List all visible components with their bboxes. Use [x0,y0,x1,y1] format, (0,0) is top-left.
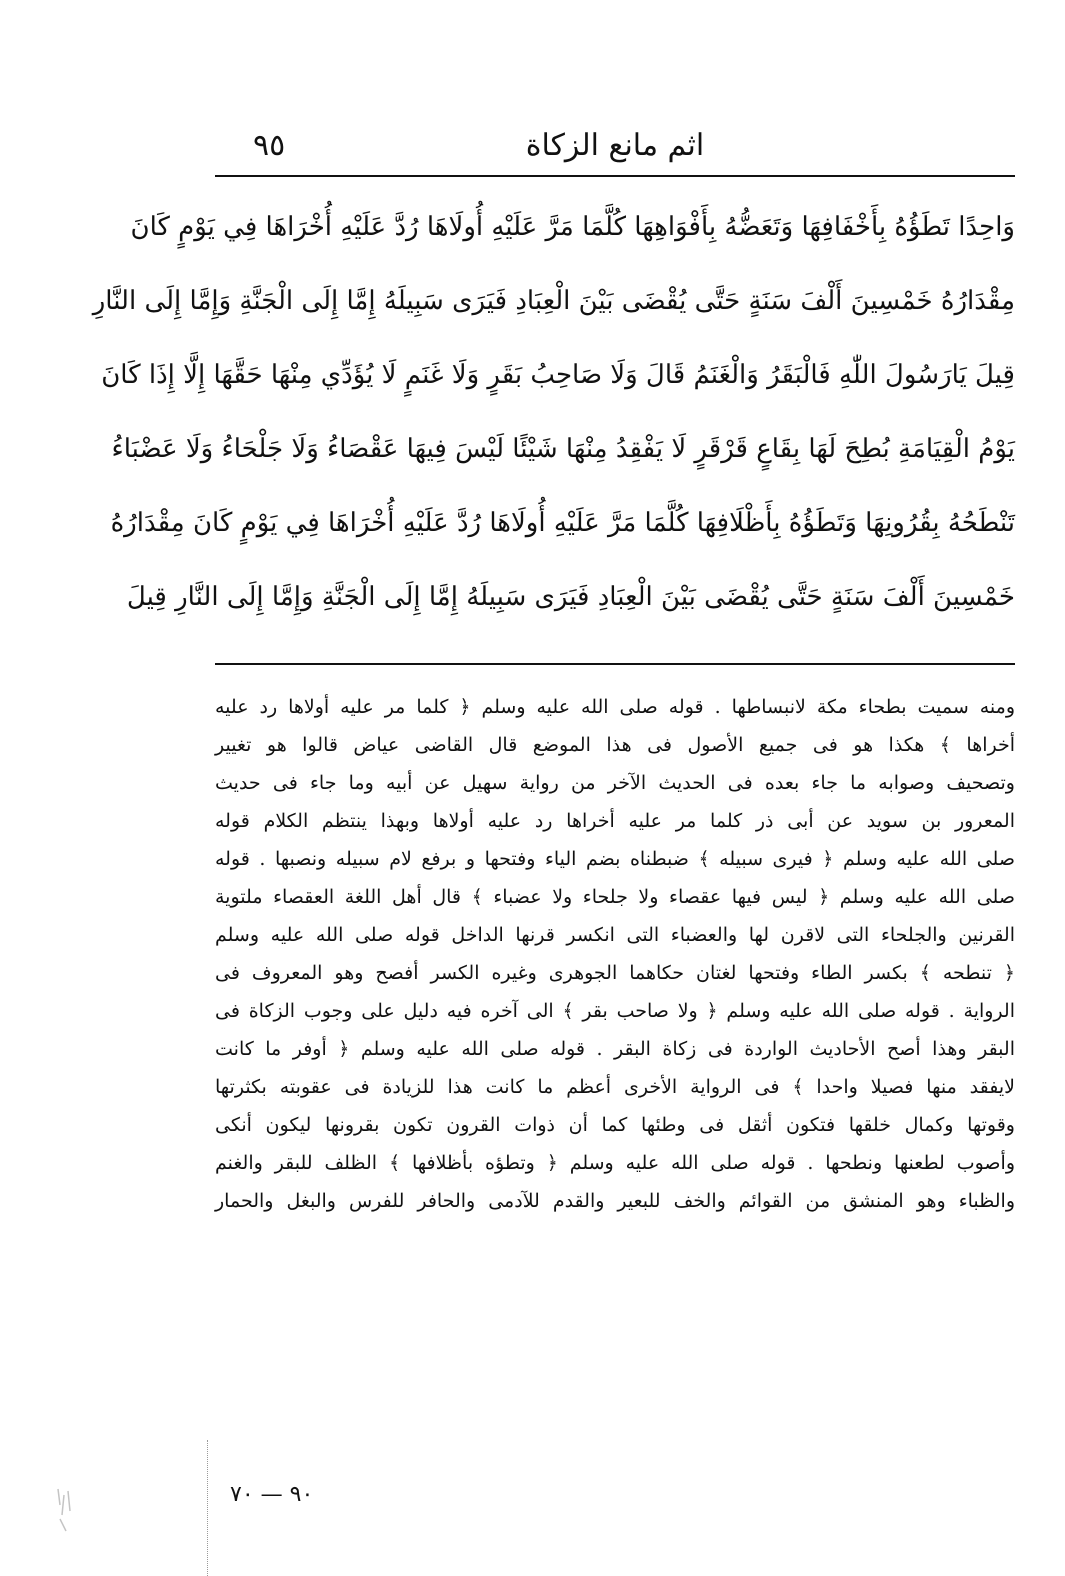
commentary-text [215,688,1015,1220]
commentary-line: ﴿ تنطحه ﴾ بكسر الطاء وفتحها لغتان حكاهما الجوهرى وغيره الكسر أفصح وهو المعروف فى [215,962,1015,984]
hadith-line: يَوْمُ الْقِيَامَةِ بُطِحَ لَهَا بِقَاعٍ قَرْقَرٍ لَا يَفْقِدُ مِنْهَا شَيْئًا لَيْسَ فِيهَا عَقْصَاءُ وَلَا جَلْحَاءُ وَلَا عَضْبَاءُ [111,434,1015,464]
commentary-line: المعرور بن سويد عن أبى ذر كلما مر عليه أخراها رد عليه أولاها وبهذا ينتظم الكلام قوله [215,810,1015,832]
commentary-line: أخراها ﴾ هكذا هو فى جميع الأصول فى هذا الموضع قال القاضى عياض قالوا هو تغيير [215,734,1015,756]
hadith-line: مِقْدَارُهُ خَمْسِينَ أَلْفَ سَنَةٍ حَتَّى يُقْضَى بَيْنَ الْعِبَادِ فَيَرَى سَبِيلَهُ إِمَّا إِلَى الْجَنَّةِ وَإِمَّا إِلَى النَّارِ [92,286,1015,316]
commentary-line: والظباء وهو المنشق من القوائم والخف للبعير والقدم للآدمى والحافر للفرس والبغل والحمار [215,1190,1015,1212]
scan-edge-line [207,1440,208,1576]
commentary-line: البقر وهذا أصح الأحاديث الواردة فى زكاة البقر . قوله صلى الله عليه وسلم ﴿ أوفر ما كانت [215,1038,1015,1060]
hadith-line: تَنْطَحُهُ بِقُرُونِهَا وَتَطَؤُهُ بِأَظْلَافِهَا كُلَّمَا مَرَّ عَلَيْهِ أُولَاهَا رُدَّ عَلَيْهِ أُخْرَاهَا فِي يَوْمٍ كَانَ مِقْدَارُهُ [110,508,1015,538]
running-title: اثم مانع الزكاة [525,128,705,163]
hadith-text [92,190,1015,634]
commentary-line: ومنه سميت بطحاء مكة لانبساطها . قوله صلى الله عليه وسلم ﴿ كلما مر عليه أولاها رد عليه [215,696,1015,718]
commentary-line: القرنين والجلحاء التى لاقرن لها والعضباء التى انكسر قرنها الداخل قوله صلى الله عليه وسلم [215,924,1015,946]
signature-mark: ٩٠ — ٧٠ [230,1482,314,1507]
page-header [215,118,1015,168]
hadith-line: وَاحِدًا تَطَؤُهُ بِأَخْفَافِهَا وَتَعَضُّهُ بِأَفْوَاهِهَا كُلَّمَا مَرَّ عَلَيْهِ أُولَاهَا رُدَّ عَلَيْهِ أُخْرَاهَا فِي يَوْمٍ كَانَ [130,212,1015,242]
hadith-line: قِيلَ يَارَسُولَ اللّٰهِ فَالْبَقَرُ وَالْغَنَمُ قَالَ وَلَا صَاحِبُ بَقَرٍ وَلَا غَنَمٍ لَا يُؤَدِّي مِنْهَا حَقَّهَا إِلَّا إِذَا كَانَ [101,360,1015,390]
commentary-line: صلى الله عليه وسلم ﴿ فيرى سبيله ﴾ ضبطناه بضم الياء وفتحها و برفع لام سبيله ونصبها . قوله [215,848,1015,870]
page-number: ٩٥ [253,128,286,163]
commentary-rule [215,663,1015,665]
commentary-line: الرواية . قوله صلى الله عليه وسلم ﴿ ولا صاحب بقر ﴾ الى آخره فيه دليل على وجوب الزكاة فى [215,1000,1015,1022]
scan-artifact [50,1485,80,1535]
commentary-line: صلى الله عليه وسلم ﴿ ليس فيها عقصاء ولا جلحاء ولا عضباء ﴾ قال أهل اللغة العقصاء ملتوية [215,886,1015,908]
commentary-line: وقوتها وكمال خلقها فتكون أثقل فى وطئها كما أن ذوات القرون تكون بقرونها ليكون أنكى [215,1114,1015,1136]
hadith-line: خَمْسِينَ أَلْفَ سَنَةٍ حَتَّى يُقْضَى بَيْنَ الْعِبَادِ فَيَرَى سَبِيلَهُ إِمَّا إِلَى الْجَنَّةِ وَإِمَّا إِلَى النَّارِ قِيلَ [126,582,1015,612]
commentary-line: لايفقد منها فصيلا واحدا ﴾ فى الرواية الأخرى أعظم ما كانت هذا للزيادة فى عقوبته بكثرتها [215,1076,1015,1098]
header-rule [215,175,1015,177]
commentary-line: وتصحيف وصوابه ما جاء بعده فى الحديث الآخر من رواية سهيل عن أبيه وما جاء فى حديث [215,772,1015,794]
commentary-line: وأصوب لطعنها ونطحها . قوله صلى الله عليه وسلم ﴿ وتطؤه بأظلافها ﴾ الظلف للبقر والغنم [215,1152,1015,1174]
